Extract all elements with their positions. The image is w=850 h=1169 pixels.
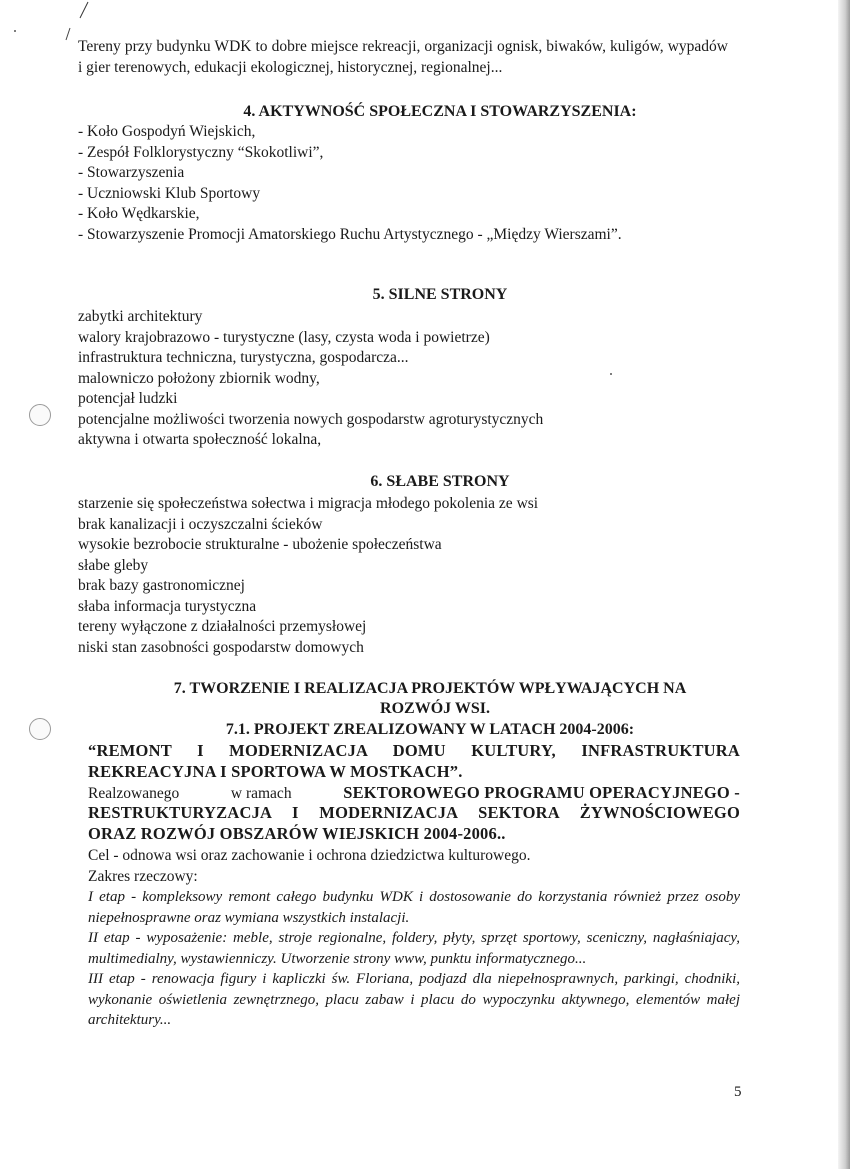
list-item: malowniczo położony zbiornik wodny, (78, 369, 320, 387)
list-item: - Uczniowski Klub Sportowy (78, 184, 261, 202)
project-goal: Cel - odnowa wsi oraz zachowanie i ochrona dziedzictwa kulturowego. (88, 847, 531, 864)
realized-prefix: Realzowanego (88, 785, 180, 802)
list-item: - Koło Gospodyń Wiejskich, (78, 123, 256, 140)
list-item: - Stowarzyszenia (78, 164, 185, 181)
section-7-heading-continued: ROZWÓJ WSI. (380, 700, 490, 717)
section-7-heading: 7. TWORZENIE I REALIZACJA PROJEKTÓW WPŁYWAJĄCYCH NA (173, 680, 687, 697)
list-item: infrastruktura techniczna, turystyczna, gospodarcza... (78, 349, 409, 366)
stage-item: III etap - renowacja figury i kapliczki św. Floriana, podjazd dla niepełnosprawnych, parkingi, chodniki, wykonanie oświetlenia zewnętrznego, placu zabaw i placu do wypoczynku aktywnego, elementów małej architektury... (88, 971, 740, 1028)
section-4-list (78, 122, 622, 245)
section-7-1-subheading: 7.1. PROJEKT ZREALIZOWANY W LATACH 2004-2006: (225, 721, 635, 738)
list-item: aktywna i otwarta społeczność lokalna, (78, 431, 322, 448)
section-6-list (78, 494, 538, 658)
punch-hole (29, 404, 51, 426)
list-item: niski stan zasobności gospodarstw domowych (78, 638, 364, 656)
realized-prefix-continued: w ramach (230, 785, 292, 802)
list-item: - Stowarzyszenie Promocji Amatorskiego Ruchu Artystycznego - „Między Wierszami”. (78, 225, 622, 243)
scope-label: Zakres rzeczowy: (88, 868, 198, 885)
list-item: walory krajobrazowo - turystyczne (lasy, czysta woda i powietrze) (78, 328, 490, 346)
scan-speck (610, 373, 612, 375)
program-name: SEKTOROWEGO PROGRAMU OPERACYJNEGO - (343, 783, 740, 802)
project-title: “REMONT I MODERNIZACJA DOMU KULTURY, INFRASTRUKTURA (88, 741, 740, 760)
list-item: słaba informacja turystyczna (78, 597, 257, 615)
list-item: - Koło Wędkarskie, (78, 205, 200, 222)
program-name-end: ORAZ ROZWÓJ OBSZARÓW WIEJSKICH 2004-2006.. (88, 824, 506, 843)
list-item: zabytki architektury (78, 308, 203, 325)
list-item: - Zespół Folklorystyczny “Skokotliwi”, (78, 143, 324, 161)
list-item: potencjalne możliwości tworzenia nowych gospodarstw agroturystycznych (78, 410, 544, 428)
section-4-heading: 4. AKTYWNOŚĆ SPOŁECZNA I STOWARZYSZENIA: (243, 103, 637, 120)
program-line (88, 782, 740, 804)
list-item: starzenie się społeczeństwa sołectwa i migracja młodego pokolenia ze wsi (78, 495, 539, 512)
list-item: brak bazy gastronomicznej (78, 577, 245, 594)
program-name-continued: RESTRUKTURYZACJA I MODERNIZACJA SEKTORA ŻYWNOŚCIOWEGO (88, 803, 740, 822)
list-item: tereny wyłączone z działalności przemysłowej (78, 618, 367, 635)
project-stages (88, 887, 740, 1031)
project-title-continued: REKREACYJNA I SPORTOWA W MOSTKACH”. (88, 762, 463, 781)
section-5-heading: 5. SILNE STRONY (372, 286, 508, 303)
list-item: brak kanalizacji i oczyszczalni ścieków (78, 515, 323, 533)
list-item: wysokie bezrobocie strukturalne - ubożenie społeczeństwa (78, 536, 442, 553)
scan-edge-shadow (838, 0, 850, 1169)
section-6-heading: 6. SŁABE STRONY (370, 473, 510, 490)
intro-paragraph: Tereny przy budynku WDK to dobre miejsce rekreacji, organizacji ognisk, biwaków, kuligów, wypadów i gier terenowych, edukacji ekologicznej, historycznej, regionalnej... (78, 38, 728, 76)
list-item: słabe gleby (78, 556, 149, 574)
page-number: 5 (734, 1084, 742, 1100)
scan-speck (14, 30, 16, 32)
section-5-list (78, 307, 543, 451)
stage-item: II etap - wyposażenie: meble, stroje regionalne, foldery, płyty, sprzęt sportowy, sceniczny, nagłaśniajacy, multimedialny, wystawienniczy. Utworzenie strony www, punktu informatycznego... (88, 930, 740, 967)
list-item: potencjał ludzki (78, 390, 178, 407)
stage-item: I etap - kompleksowy remont całego budynku WDK i dostosowanie do korzystania również przez osoby niepełnosprawne oraz wymiana wszystkich instalacji. (88, 889, 740, 926)
